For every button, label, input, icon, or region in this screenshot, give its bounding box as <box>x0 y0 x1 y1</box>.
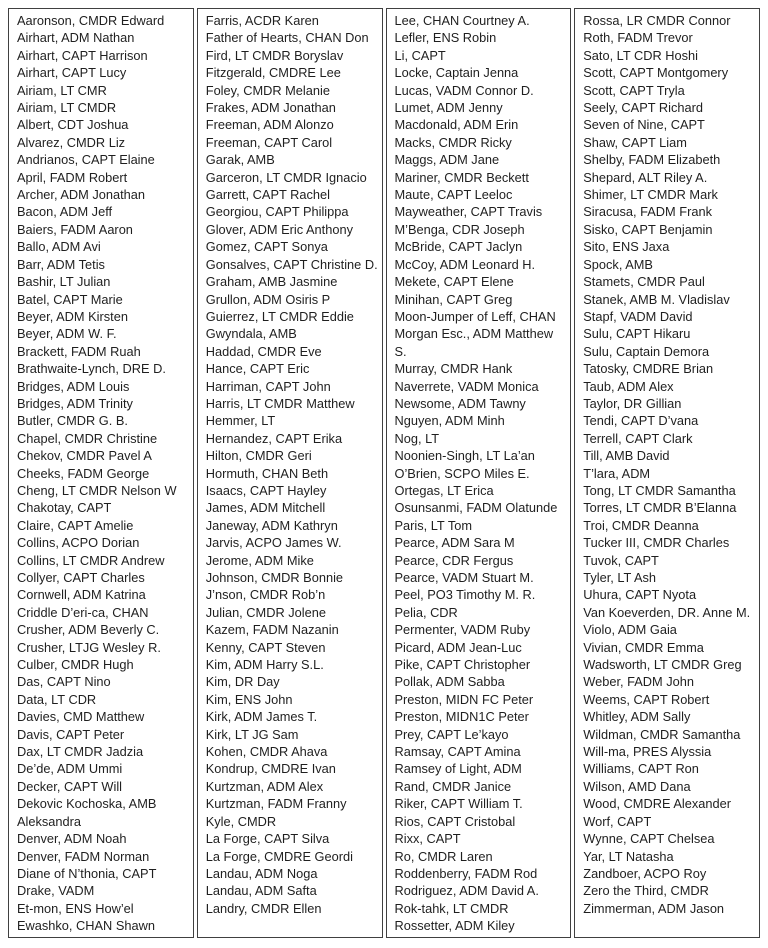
roster-entry: Butler, CMDR G. B. <box>17 413 128 429</box>
roster-entry: Davis, CAPT Peter <box>17 726 125 742</box>
roster-entry: Grullon, ADM Osiris P <box>205 291 331 307</box>
roster-entry: Crusher, LTJG Wesley R. <box>17 639 161 655</box>
roster-entry: Violo, ADM Gaia <box>583 622 677 638</box>
roster-entry: Rodriguez, ADM David A. <box>394 883 539 899</box>
roster-entry: Tuvok, CAPT <box>583 552 659 568</box>
roster-entry: Kohen, CMDR Ahava <box>205 744 328 760</box>
roster-entry: Zero the Third, CMDR <box>583 883 709 899</box>
roster-entry: Diane of N’thonia, CAPT <box>17 865 157 881</box>
roster-entry: Shepard, ALT Riley A. <box>583 169 708 185</box>
roster-entry: Foley, CMDR Melanie <box>205 82 330 98</box>
roster-entry: Weber, FADM John <box>583 674 694 690</box>
roster-column-1 <box>8 8 194 938</box>
roster-entry: Whitley, ADM Sally <box>583 709 691 725</box>
roster-entry: Preston, MIDN FC Peter <box>394 691 534 707</box>
roster-entry: Shaw, CAPT Liam <box>583 134 687 150</box>
roster-entry: O’Brien, SCPO Miles E. <box>394 465 530 481</box>
roster-entry: La Forge, CMDRE Geordi <box>205 848 353 864</box>
roster-entry: Kim, ENS John <box>205 691 293 707</box>
roster-entry: Permenter, VADM Ruby <box>394 622 531 638</box>
roster-entry: Wynne, CAPT Chelsea <box>583 831 715 847</box>
roster-entry: Kurtzman, FADM Franny <box>205 796 347 812</box>
roster-entry: Cheeks, FADM George <box>17 465 150 481</box>
roster-entry: Pike, CAPT Christopher <box>394 657 531 673</box>
roster-column-2 <box>197 8 383 938</box>
roster-entry: Will-ma, PRES Alyssia <box>583 744 712 760</box>
roster-entry: Wilson, AMD Dana <box>583 778 691 794</box>
roster-entry: Riker, CAPT William T. <box>394 796 523 812</box>
roster-entry: Batel, CAPT Marie <box>17 291 123 307</box>
roster-entry: Noonien-Singh, LT La’an <box>394 448 535 464</box>
roster-entry: Gomez, CAPT Sonya <box>205 239 328 255</box>
roster-entry: Airhart, CAPT Harrison <box>17 47 148 63</box>
roster-entry: Mayweather, CAPT Travis <box>394 204 543 220</box>
roster-entry: Bashir, LT Julian <box>17 274 111 290</box>
roster-entry: Chakotay, CAPT <box>17 500 112 516</box>
roster-entry: Murray, CMDR Hank <box>394 361 513 377</box>
roster-entry: Rok-tahk, LT CMDR <box>394 900 509 916</box>
roster-entry: T’lara, ADM <box>583 465 651 481</box>
roster-entry: Vivian, CMDR Emma <box>583 639 704 655</box>
roster-entry: Scott, CAPT Montgomery <box>583 65 729 81</box>
roster-entry: Crusher, ADM Beverly C. <box>17 622 160 638</box>
roster-entry: Kazem, FADM Nazanin <box>205 622 339 638</box>
roster-entry: Preston, MIDN1C Peter <box>394 709 529 725</box>
roster-entry: Lefler, ENS Robin <box>394 30 497 46</box>
roster-entry: Torres, LT CMDR B’Elanna <box>583 500 737 516</box>
roster-entry: Rossetter, ADM Kiley <box>394 918 515 934</box>
roster-entry: Ortegas, LT Erica <box>394 482 494 498</box>
roster-column-3 <box>386 8 572 938</box>
roster-entry: McCoy, ADM Leonard H. <box>394 256 536 272</box>
roster-entry: Landry, CMDR Ellen <box>205 900 322 916</box>
roster-entry: Taub, ADM Alex <box>583 378 674 394</box>
roster-entry: Hilton, CMDR Geri <box>205 448 312 464</box>
roster-entry: Siracusa, FADM Frank <box>583 204 712 220</box>
roster-entry: Davies, CMD Matthew <box>17 709 145 725</box>
roster-entry: Criddle D’eri-ca, CHAN <box>17 604 149 620</box>
roster-entry: Garak, AMB <box>205 152 275 168</box>
roster-entry: Minihan, CAPT Greg <box>394 291 513 307</box>
roster-entry: Frakes, ADM Jonathan <box>205 100 336 116</box>
roster-entry: Barr, ADM Tetis <box>17 256 105 272</box>
roster-entry: Decker, CAPT Will <box>17 778 122 794</box>
roster-entry: Kim, DR Day <box>205 674 280 690</box>
roster-entry: Worf, CAPT <box>583 813 652 829</box>
roster-entry: Shimer, LT CMDR Mark <box>583 187 718 203</box>
roster-entry: Nguyen, ADM Minh <box>394 413 505 429</box>
roster-entry: Airiam, LT CMDR <box>17 100 117 116</box>
roster-entry: Cheng, LT CMDR Nelson W <box>17 482 177 498</box>
roster-entry: Gwyndala, AMB <box>205 326 297 342</box>
roster-entry: Collins, LT CMDR Andrew <box>17 552 165 568</box>
roster-entry: Cornwell, ADM Katrina <box>17 587 146 603</box>
roster-entry: Williams, CAPT Ron <box>583 761 699 777</box>
roster-entry: Fitzgerald, CMDRE Lee <box>205 65 341 81</box>
roster-entry: Et-mon, ENS How’el <box>17 900 134 916</box>
roster-entry: Glover, ADM Eric Anthony <box>205 221 353 237</box>
roster-entry: Prey, CAPT Le’kayo <box>394 726 509 742</box>
roster-entry: Alvarez, CMDR Liz <box>17 134 126 150</box>
roster-entry: Bridges, ADM Louis <box>17 378 130 394</box>
roster-entry: Naverrete, VADM Monica <box>394 378 539 394</box>
roster-entry: Zandboer, ACPO Roy <box>583 865 707 881</box>
roster-entry: Kondrup, CMDRE Ivan <box>205 761 336 777</box>
roster-entry: Nog, LT <box>394 430 440 446</box>
roster-entry: Stapf, VADM David <box>583 308 693 324</box>
roster-entry: Tatosky, CMDRE Brian <box>583 361 714 377</box>
roster-entry: Julian, CMDR Jolene <box>205 604 326 620</box>
roster-entry: Landau, ADM Noga <box>205 865 318 881</box>
roster-entry: Kyle, CMDR <box>205 813 277 829</box>
roster-entry: Sito, ENS Jaxa <box>583 239 670 255</box>
roster-entry: Airhart, CAPT Lucy <box>17 65 127 81</box>
roster-entry: Freeman, ADM Alonzo <box>205 117 334 133</box>
roster-entry: Moon-Jumper of Leff, CHAN <box>394 308 556 324</box>
roster-entry: April, FADM Robert <box>17 169 128 185</box>
roster-entry: Peel, PO3 Timothy M. R. <box>394 587 536 603</box>
roster-entry: La Forge, CAPT Silva <box>205 831 330 847</box>
roster-entry: Paris, LT Tom <box>394 517 473 533</box>
roster-entry: Bacon, ADM Jeff <box>17 204 113 220</box>
roster-entry: Data, LT CDR <box>17 691 97 707</box>
roster-entry: Farris, ACDR Karen <box>205 13 319 28</box>
roster-entry: Hemmer, LT <box>205 413 276 429</box>
roster-entry: Kurtzman, ADM Alex <box>205 778 324 794</box>
roster-entry: Uhura, CAPT Nyota <box>583 587 697 603</box>
roster-entry: Hormuth, CHAN Beth <box>205 465 329 481</box>
roster-entry: Das, CAPT Nino <box>17 674 111 690</box>
roster-entry: Tyler, LT Ash <box>583 570 657 585</box>
roster-entry: Dekovic Kochoska, AMB Aleksandra <box>17 796 157 829</box>
roster-entry: Sulu, CAPT Hikaru <box>583 326 691 342</box>
roster-entry: Locke, Captain Jenna <box>394 65 519 81</box>
roster-entry: Freeman, CAPT Carol <box>205 134 333 150</box>
roster-entry: Morgan Esc., ADM Matthew S. <box>394 326 554 359</box>
roster-entry: Brackett, FADM Ruah <box>17 343 141 359</box>
roster-entry: Aaronson, CMDR Edward <box>17 13 165 28</box>
roster-entry: De’de, ADM Ummi <box>17 761 123 777</box>
roster-entry: Baiers, FADM Aaron <box>17 221 133 237</box>
roster-entry: Macks, CMDR Ricky <box>394 134 512 150</box>
roster-entry: Rixx, CAPT <box>394 831 461 847</box>
roster-entry: Haddad, CMDR Eve <box>205 343 322 359</box>
roster-entry: Spock, AMB <box>583 256 653 272</box>
roster-entry: Pollak, ADM Sabba <box>394 674 505 690</box>
roster-entry: Guierrez, LT CMDR Eddie <box>205 308 354 324</box>
roster-entry: Kim, ADM Harry S.L. <box>205 657 324 673</box>
roster-entry: Stanek, AMB M. Vladislav <box>583 291 730 307</box>
roster-entry: Denver, FADM Norman <box>17 848 150 864</box>
roster-entry: James, ADM Mitchell <box>205 500 326 516</box>
roster-entry: Yar, LT Natasha <box>583 848 674 864</box>
roster-entry: Tendi, CAPT D’vana <box>583 413 699 429</box>
roster-entry: Harris, LT CMDR Matthew <box>205 395 355 411</box>
roster-entry: Gonsalves, CAPT Christine D. <box>205 256 378 272</box>
roster-entry: Dax, LT CMDR Jadzia <box>17 744 144 760</box>
roster-entry: Ramsay, CAPT Amina <box>394 744 521 760</box>
roster-entry: Kirk, LT JG Sam <box>205 726 299 742</box>
roster-entry: Zimmerman, ADM Jason <box>583 900 725 916</box>
roster-entry: Kirk, ADM James T. <box>205 709 318 725</box>
roster-entry: Beyer, ADM Kirsten <box>17 308 128 324</box>
roster-entry: Kenny, CAPT Steven <box>205 639 326 655</box>
roster-entry: Newsome, ADM Tawny <box>394 395 526 411</box>
roster-entry: Roddenberry, FADM Rod <box>394 865 538 881</box>
roster-entry: Harriman, CAPT John <box>205 378 331 394</box>
roster-entry: Taylor, DR Gillian <box>583 395 682 411</box>
roster-entry: Chapel, CMDR Christine <box>17 430 158 446</box>
roster-entry: Collins, ACPO Dorian <box>17 535 140 551</box>
roster-entry: Rand, CMDR Janice <box>394 778 512 794</box>
roster-entry: Ballo, ADM Avi <box>17 239 101 255</box>
roster-entry: Scott, CAPT Tryla <box>583 82 685 98</box>
roster-entry: Jerome, ADM Mike <box>205 552 314 568</box>
roster-entry: Beyer, ADM W. F. <box>17 326 117 342</box>
roster-entry: Roth, FADM Trevor <box>583 30 693 46</box>
roster-entry: Till, AMB David <box>583 448 670 464</box>
roster-entry: Macdonald, ADM Erin <box>394 117 519 133</box>
roster-entry: Sulu, Captain Demora <box>583 343 710 359</box>
roster-entry: Janeway, ADM Kathryn <box>205 517 338 533</box>
roster-entry: Georgiou, CAPT Philippa <box>205 204 349 220</box>
roster-entry: Denver, ADM Noah <box>17 831 127 847</box>
roster-entry: Landau, ADM Safta <box>205 883 317 899</box>
roster-entry: Rios, CAPT Cristobal <box>394 813 516 829</box>
roster-entry: Pelia, CDR <box>394 604 458 620</box>
roster-entry: Osunsanmi, FADM Olatunde <box>394 500 558 516</box>
roster-entry: Shelby, FADM Elizabeth <box>583 152 721 168</box>
roster-entry: Isaacs, CAPT Hayley <box>205 482 327 498</box>
roster-entry: Collyer, CAPT Charles <box>17 570 145 585</box>
roster-entry: Seely, CAPT Richard <box>583 100 703 116</box>
roster-entry: Claire, CAPT Amelie <box>17 517 134 533</box>
roster-entry: Hance, CAPT Eric <box>205 361 310 377</box>
roster-entry: Pearce, CDR Fergus <box>394 552 514 568</box>
roster-entry: Chekov, CMDR Pavel A <box>17 448 152 464</box>
roster-entry: Mariner, CMDR Beckett <box>394 169 529 185</box>
roster-entry: Sato, LT CDR Hoshi <box>583 47 698 63</box>
roster-entry: Culber, CMDR Hugh <box>17 657 134 673</box>
roster-entry: Sisko, CAPT Benjamin <box>583 221 713 237</box>
roster-entry: Hernandez, CAPT Erika <box>205 430 343 446</box>
roster-entry: Tong, LT CMDR Samantha <box>583 482 736 498</box>
roster-entry: Graham, AMB Jasmine <box>205 274 338 290</box>
roster-entry: J’nson, CMDR Rob’n <box>205 587 326 603</box>
roster-entry: Ramsey of Light, ADM <box>394 761 522 777</box>
roster-entry: Bridges, ADM Trinity <box>17 395 133 411</box>
roster-entry: Van Koeverden, DR. Anne M. <box>583 604 751 620</box>
roster-entry: Garrett, CAPT Rachel <box>205 187 330 203</box>
roster-entry: Li, CAPT <box>394 47 446 63</box>
roster-entry: Ro, CMDR Laren <box>394 848 493 864</box>
roster-entry: Rossa, LR CMDR Connor <box>583 13 731 28</box>
roster-entry: Brathwaite-Lynch, DRE D. <box>17 361 166 377</box>
roster-entry: Wadsworth, LT CMDR Greg <box>583 657 742 673</box>
roster-entry: Ewashko, CHAN Shawn <box>17 918 155 934</box>
roster-entry: Pearce, ADM Sara M <box>394 535 515 551</box>
roster-entry: Johnson, CMDR Bonnie <box>205 570 344 585</box>
roster-entry: Andrianos, CAPT Elaine <box>17 152 155 168</box>
roster-entry: Wood, CMDRE Alexander <box>583 796 731 812</box>
roster-entry: Mekete, CAPT Elene <box>394 274 514 290</box>
roster-entry: Terrell, CAPT Clark <box>583 430 693 446</box>
roster-entry: Garceron, LT CMDR Ignacio <box>205 169 367 185</box>
roster-entry: Airiam, LT CMR <box>17 82 107 98</box>
roster-entry: Lucas, VADM Connor D. <box>394 82 534 98</box>
roster-entry: Troi, CMDR Deanna <box>583 517 699 533</box>
roster-entry: M’Benga, CDR Joseph <box>394 221 525 237</box>
roster-entry: Stamets, CMDR Paul <box>583 274 705 290</box>
roster-entry: Maute, CAPT Leeloc <box>394 187 513 203</box>
roster-entry: Lee, CHAN Courtney A. <box>394 13 530 28</box>
roster-entry: Seven of Nine, CAPT <box>583 117 705 133</box>
roster-entry: Picard, ADM Jean-Luc <box>394 639 522 655</box>
roster-entry: Maggs, ADM Jane <box>394 152 500 168</box>
roster-entry: Archer, ADM Jonathan <box>17 187 146 203</box>
roster-entry: Airhart, ADM Nathan <box>17 30 135 46</box>
roster-entry: Pearce, VADM Stuart M. <box>394 570 534 585</box>
roster-entry: Jarvis, ACPO James W. <box>205 535 342 551</box>
roster-entry: Tucker III, CMDR Charles <box>583 535 730 551</box>
roster-entry: Drake, VADM <box>17 883 95 899</box>
roster-column-4 <box>574 8 760 938</box>
roster-entry: Fird, LT CMDR Boryslav <box>205 47 344 63</box>
roster-entry: Lumet, ADM Jenny <box>394 100 503 116</box>
roster-entry: Father of Hearts, CHAN Don <box>205 30 369 46</box>
roster-entry: McBride, CAPT Jaclyn <box>394 239 523 255</box>
roster-entry: Albert, CDT Joshua <box>17 117 129 133</box>
roster-entry: Weems, CAPT Robert <box>583 691 710 707</box>
roster-entry: Wildman, CMDR Samantha <box>583 726 741 742</box>
